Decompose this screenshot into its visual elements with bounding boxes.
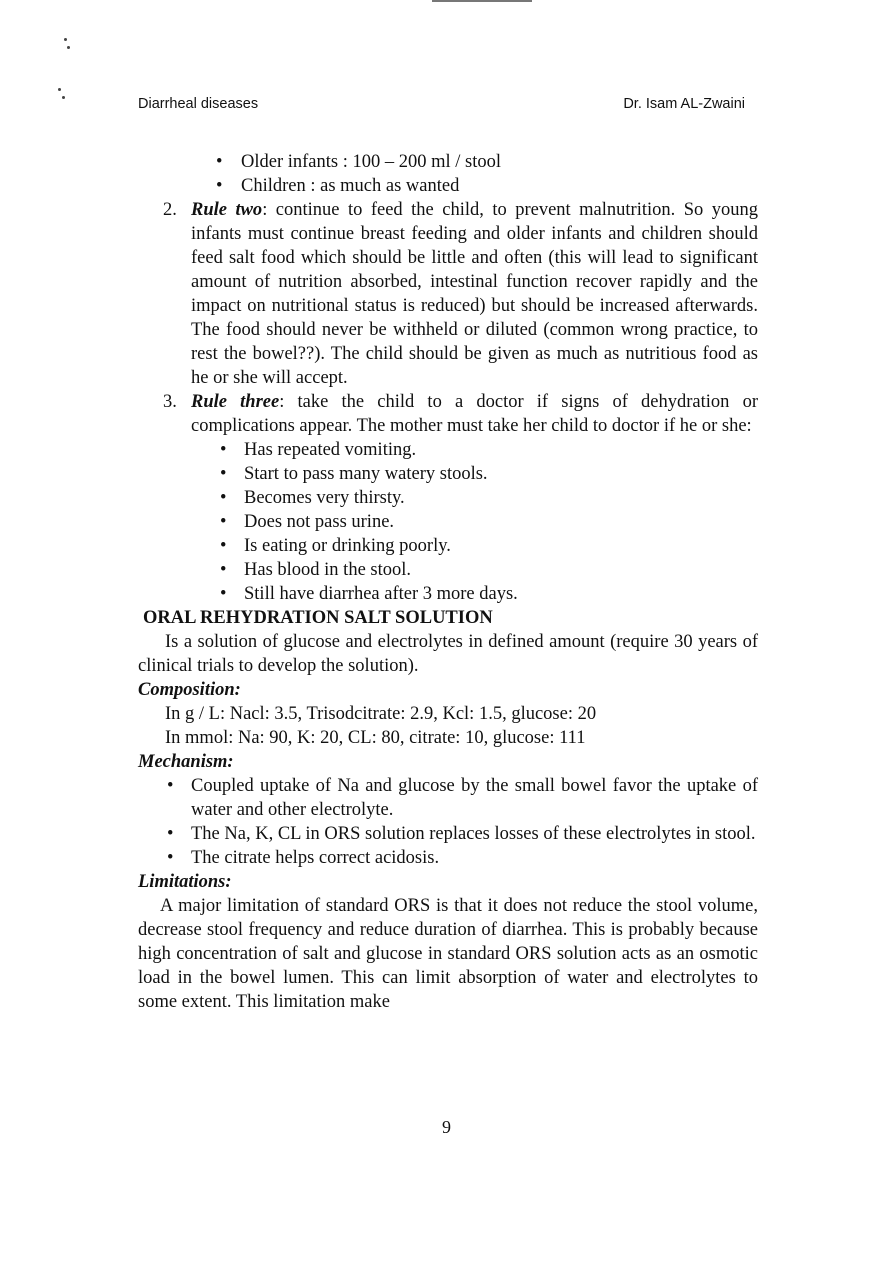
composition-line: In mmol: Na: 90, K: 20, CL: 80, citrate: 10, glucose: 111 bbox=[165, 728, 586, 748]
list-item: • Still have diarrhea after 3 more days. bbox=[138, 582, 758, 606]
rule-three-number: 3. bbox=[163, 392, 177, 412]
top-bullet-list bbox=[138, 150, 758, 198]
mechanism-bullet-list bbox=[138, 774, 758, 870]
rule-two-title: Rule two bbox=[191, 200, 263, 220]
rule-three-title: Rule three bbox=[191, 392, 280, 412]
rule-two-text: : continue to feed the child, to prevent malnutrition. So young infants must continue breast feeding and older infants and children should feed salt food which should be little and often (this will lead to significant amount of nutrition absorbed, intestinal function recover rapidly and the impact on nutritional status is reduced) but should be increased afterwards. The food should never be withheld or diluted (common wrong practice, to rest the bowel??). The child should be given as much as nutritious food as he or she will accept. bbox=[191, 200, 758, 388]
list-item: • Children : as much as wanted bbox=[138, 174, 758, 198]
scan-speck bbox=[67, 46, 70, 49]
list-item: • Has blood in the stool. bbox=[138, 558, 758, 582]
list-item: • The Na, K, CL in ORS solution replaces losses of these electrolytes in stool. bbox=[138, 822, 758, 846]
scan-speck bbox=[62, 96, 65, 99]
rule-three-bullet-list bbox=[138, 438, 758, 606]
composition-line: In g / L: Nacl: 3.5, Trisodcitrate: 2.9, Kcl: 1.5, glucose: 20 bbox=[165, 704, 597, 724]
rule-three bbox=[138, 390, 758, 438]
ors-section-title: ORAL REHYDRATION SALT SOLUTION bbox=[143, 608, 493, 628]
limitations-paragraph: A major limitation of standard ORS is that it does not reduce the stool volume, decrease stool frequency and reduce duration of diarrhea. This is probably because high concentration of salt and glucose in standard ORS solution acts as an osmotic load in the bowel lumen. This can limit absorption of water and electrolytes to some extent. This limitation make bbox=[138, 896, 758, 1012]
composition-heading: Composition: bbox=[138, 680, 241, 700]
ors-intro: Is a solution of glucose and electrolytes in defined amount (require 30 years of clinical trials to develop the solution). bbox=[138, 632, 758, 676]
header-title: Diarrheal diseases bbox=[138, 96, 259, 112]
scan-artifact bbox=[432, 0, 532, 2]
list-item: • The citrate helps correct acidosis. bbox=[138, 846, 758, 870]
list-item: • Becomes very thirsty. bbox=[138, 486, 758, 510]
page-header bbox=[138, 96, 745, 112]
header-author: Dr. Isam AL-Zwaini bbox=[623, 96, 745, 112]
list-item: • Does not pass urine. bbox=[138, 510, 758, 534]
list-item: • Has repeated vomiting. bbox=[138, 438, 758, 462]
page-number: 9 bbox=[442, 1117, 451, 1137]
rule-two bbox=[138, 198, 758, 390]
list-item: • Start to pass many watery stools. bbox=[138, 462, 758, 486]
scan-speck bbox=[58, 88, 61, 91]
list-item: • Older infants : 100 – 200 ml / stool bbox=[138, 150, 758, 174]
rule-three-text: : take the child to a doctor if signs of dehydration or complications appear. The mother must take her child to doctor if he or she: bbox=[191, 392, 758, 436]
rule-two-number: 2. bbox=[163, 200, 177, 220]
list-item: • Is eating or drinking poorly. bbox=[138, 534, 758, 558]
list-item: • Coupled uptake of Na and glucose by the small bowel favor the uptake of water and other electrolyte. bbox=[138, 774, 758, 822]
limitations-heading: Limitations: bbox=[138, 872, 232, 892]
mechanism-heading: Mechanism: bbox=[138, 752, 234, 772]
page-content bbox=[138, 150, 758, 1014]
scan-speck bbox=[64, 38, 67, 41]
